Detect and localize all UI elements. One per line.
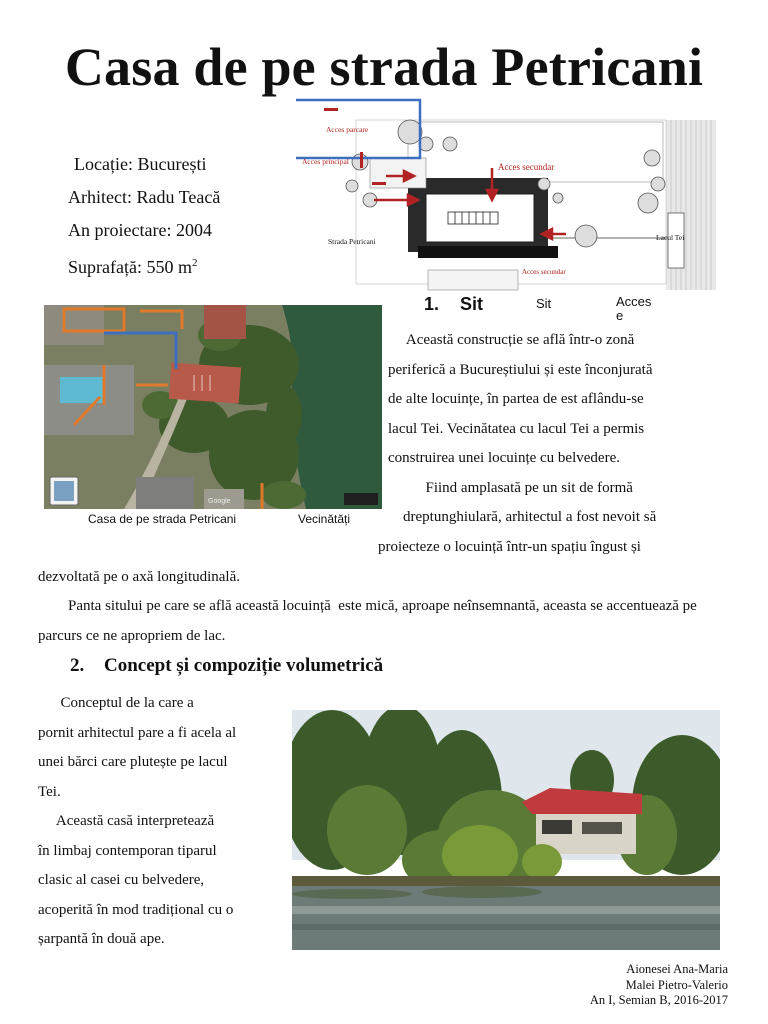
section-2-title: Concept și compoziție volumetrică bbox=[104, 655, 384, 676]
text-line: proiecteze o locuință într-un spațiu îngust și bbox=[378, 538, 641, 555]
label-acces-secundar-top: Acces secundar bbox=[498, 162, 555, 172]
text-line: lacul Tei. Vecinătatea cu lacul Tei a permis bbox=[388, 420, 645, 437]
info-year: An proiectare: 2004 bbox=[68, 220, 212, 240]
label-acces-secundar-bottom: Acces secundar bbox=[522, 268, 566, 276]
text-line: Această casă interpretează bbox=[38, 813, 215, 829]
text-line: Tei. bbox=[38, 783, 61, 800]
credit-course: An I, Semian B, 2016-2017 bbox=[589, 993, 728, 1007]
site-plan bbox=[296, 98, 716, 294]
plan-label-acces: Acces e bbox=[616, 294, 652, 323]
info-location: Locație: București bbox=[74, 154, 207, 174]
text-line: șarpantă în două ape. bbox=[38, 931, 165, 947]
label-acces-principal: Acces principal bbox=[302, 157, 349, 166]
text-line: periferică a Bucureștiului și este înconjurată bbox=[388, 361, 653, 378]
section-1-text bbox=[378, 326, 728, 562]
text-line: Fiind amplasată pe un sit de formă bbox=[388, 479, 633, 496]
info-architect: Arhitect: Radu Teacă bbox=[68, 187, 221, 207]
text-line: Conceptul de la care a bbox=[38, 695, 194, 711]
section-2-text bbox=[38, 689, 288, 955]
map-caption-house: Casa de pe strada Petricani bbox=[88, 512, 237, 526]
section-1-paragraph-2: Panta sitului pe care se află această locuință este mică, aproape neînsemnantă, aceasta se accentuează pe parcurs ce ne apropriem de lac. bbox=[38, 598, 701, 644]
plan-label-sit: Sit bbox=[536, 296, 552, 311]
label-acces-parcare: Acces parcare bbox=[326, 125, 369, 134]
map-watermark: Google bbox=[208, 498, 231, 505]
section-1-title: Sit bbox=[460, 294, 484, 314]
text-line: pornit arhitectul pare a fi acela al bbox=[38, 724, 237, 741]
house-lake-photo bbox=[292, 710, 720, 950]
credit-author-1: Aionesei Ana-Maria bbox=[626, 962, 728, 976]
map-caption-neighbors: Vecinătăți bbox=[298, 512, 351, 526]
section-1-continuation: dezvoltată pe o axă longitudinală. bbox=[38, 569, 241, 585]
label-lacul: Lacul Tei bbox=[656, 233, 685, 242]
text-line: acoperită în mod tradițional cu o bbox=[38, 901, 234, 918]
text-line: Această construcție se află într-o zonă bbox=[388, 332, 635, 348]
info-area-text: Suprafață: 550 m bbox=[68, 257, 192, 277]
text-line: unei bărci care plutește pe lacul bbox=[38, 754, 228, 770]
aerial-map bbox=[44, 305, 382, 509]
text-line: în limbaj contemporan tiparul bbox=[38, 842, 217, 859]
page-title: Casa de pe strada Petricani bbox=[64, 37, 704, 97]
info-area bbox=[68, 247, 220, 284]
text-line: construirea unei locuințe cu belvedere. bbox=[388, 450, 620, 466]
label-strada: Strada Petricani bbox=[328, 237, 376, 246]
project-info bbox=[68, 148, 220, 284]
text-line: clasic al casei cu belvedere, bbox=[38, 872, 205, 888]
section-1-number: 1. bbox=[424, 294, 440, 314]
credits bbox=[590, 962, 728, 1009]
section-2-heading bbox=[70, 655, 383, 677]
section-2-number: 2. bbox=[70, 655, 85, 676]
credit-author-2: Malei Pietro-Valerio bbox=[625, 977, 728, 992]
text-line: dreptunghiulară, arhitectul a fost nevoit să bbox=[388, 509, 657, 525]
section-1-heading bbox=[424, 294, 483, 315]
info-area-unit: 2 bbox=[191, 257, 198, 269]
text-line: de alte locuințe, în partea de est aflându-se bbox=[388, 391, 644, 407]
